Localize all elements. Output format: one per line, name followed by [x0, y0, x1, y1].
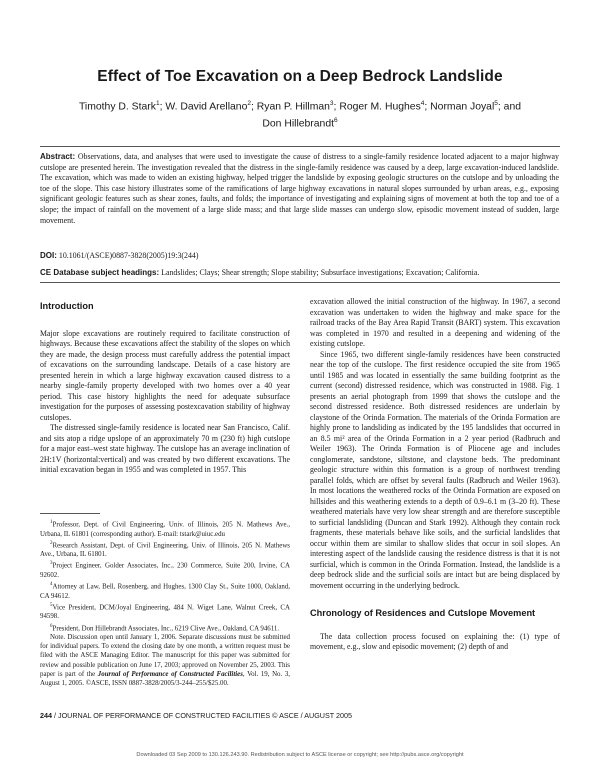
paper-title: Effect of Toe Excavation on a Deep Bedrock Landslide	[97, 68, 503, 85]
author-affil-marker: 3	[329, 100, 334, 107]
footnote: $^1$Professor, Dept. of Civil Engineering, Univ. of Illinois, 205 N. Mathews Ave., Urbana, IL 61801 (corresponding author). E-mail: tstark@uiuc.edu	[40, 520, 290, 538]
page-number: 244	[40, 711, 52, 720]
footnotes	[40, 518, 290, 688]
abstract	[40, 152, 559, 226]
footnote: $^6$President, Don Hillebrandt Associates, Inc., 6219 Clive Ave., Oakland, CA 94611.	[50, 623, 280, 632]
body-paragraph: excavation allowed the initial construction of the highway. In 1967, a second excavation was undertaken to widen the highway and make space for the railroad tracks of the Bay Area Rapid Transit (BART) system. This excavation was completed in 1970 and resulted in a deepening and widening of the existing cutslope.	[310, 297, 560, 348]
doi-value[interactable]: 10.1061/(ASCE)0887-3828(2005)19:3(244)	[58, 251, 199, 260]
author-name: Timothy D. Stark	[78, 101, 156, 113]
body-paragraph: Since 1965, two different single-family residences have been constructed near the top of the cutslope. The first residence occupied the site from 1965 until 1985 and was located in essentially the same building footprint as the current (second) distressed residence, which was constructed in 1988. Fig. 1 presents an aerial photograph from 1999 that shows the cutslope and the second distressed residence. Both distressed residences are underlain by claystone of the Orinda Formation. The materials of the Orinda Formation are highly prone to landsliding as indicated by the 195 landslides that occurred in an 8.5 mi² area of the Orinda Formation in a 2 year period (Radbruch and Weiler 1963). The Orinda Formation is of Pliocene age and includes conglomerate, sandstone, siltstone, and claystone beds. The predominant geologic structure within this formation is a group of northwest trending parallel folds, which are offset by several faults (Radbruch and Weiler 1963). In most locations the weathered rocks of the Orinda Formation are exposed on hillsides and this weathering extends to a depth of 0.9–6.1 m (3–20 ft). These weathered materials have very low shear strength and are therefore susceptible to surficial landsliding (Duncan and Stark 1992). Although they contain rock fragments, these materials behave like soils, and the surficial landslides that occur within them are similar to shallow slides that occur in soil slopes. An interesting aspect of the landslide causing the residence distress is that it is not surficial, which is common in the Orinda Formation. Instead, the landslide is a deep bedrock slide and the surficial soils are intact but are being displaced by movement occurring in the underlying bedrock.	[310, 349, 560, 590]
author-affil-marker: 5	[494, 100, 498, 107]
author-name: W. David Arellano	[165, 101, 248, 113]
author-affil-marker: 1	[155, 100, 160, 107]
author-affil-marker: 6	[334, 117, 338, 125]
page-footer	[40, 711, 352, 720]
author-name: Roger M. Hughes	[339, 101, 421, 113]
bottom-rule	[40, 282, 560, 283]
doi-label: DOI:	[40, 251, 57, 260]
top-rule	[40, 146, 560, 147]
download-notice: Downloaded 03 Sep 2009 to 130.126.243.90. Redistribution subject to ASCE license or copyright; see http://pubs.asce.org/copyright	[136, 752, 464, 758]
abstract-label: Abstract:	[40, 152, 76, 161]
author-affil-marker: 4	[420, 100, 425, 107]
author-name: Ryan P. Hillman	[256, 101, 330, 113]
editorial-note: Note. Discussion open until January 1, 2006. Separate discussions must be submitted for individual papers. To extend the closing date by one month, a written request must be filed with the ASCE Managing Editor. The manuscript for this paper was submitted for review and possible publication on June 17, 2003; approved on November 25, 2003. This paper is part of the Journal of Performance of Constructed Facilities, Vol. 19, No. 3, August 1, 2005. ©ASCE, ISSN 0887-3828/2005/3-244–255/$25.00.	[40, 634, 290, 688]
footnote: $^5$Vice President, DCM/Joyal Engineering, 484 N. Wiget Lane, Walnut Creek, CA 94598.	[40, 602, 290, 621]
author-name: Don Hillebrandt	[262, 118, 334, 130]
author-name: Norman Joyal	[430, 101, 495, 113]
journal-running-footer: / JOURNAL OF PERFORMANCE OF CONSTRUCTED FACILITIES © ASCE / AUGUST 2005	[52, 711, 353, 720]
abstract-text: Observations, data, and analyses that were used to investigate the cause of distress to a single-family residence located adjacent to a major highway cutslope are presented herein. The investigation revealed that the distress in the single-family residence was caused by a deep, large excavation-induced landslide. The excavation, which was made to widen an existing highway, helped trigger the landslide by exposing geologic structures on the cutslope and by unloading the toe of the slope. This case history illustrates some of the ramifications of large highway excavations in natural slopes surrounded by urban areas, e.g., exposing significant geologic features such as shear zones, faults, and folds; the importance of investigating and explaining signs of movement at both the top and toe of a slope; the impact of rainfall on the movement of a large slide mass; and that large slide masses can undergo slow, episodic movement instead of sudden, large movement.	[40, 152, 560, 225]
doi-line	[40, 251, 198, 260]
footnote-rule	[40, 513, 100, 514]
body-paragraph: Major slope excavations are routinely required to facilitate construction of highways. Because these excavations affect the stability of the slopes on which they are made, the design process must carefully address the potential impact of excavations on the surrounding landscape. Details of a case history are presented herein in which a large highway excavation caused distress to a nearby single-family property developed with two homes over a 40 year period. This case history highlights the need for adequate subsurface investigation for the purposes of assessing postexcavation stability of highway cutslopes.	[40, 328, 290, 422]
subject-headings	[40, 268, 570, 277]
section-heading-chronology: Chronology of Residences and Cutslope Movement	[310, 608, 536, 618]
author-affil-marker: 2	[247, 100, 251, 107]
body-paragraph: The distressed single-family residence is located near San Francisco, Calif. and sits atop a ridge upslope of an approximately 70 m (230 ft) high cutslope for a major east–west state highway. The cutslope has an average inclination of 2H:1V (horizontal:vertical) and was created by two different excavations. The initial excavation began in 1955 and was completed in 1957. This	[40, 423, 290, 474]
section-heading-introduction: Introduction	[40, 301, 94, 311]
subject-headings-value: Landslides; Clays; Shear strength; Slope stability; Subsurface investigations; Excavation; California.	[161, 268, 480, 277]
body-paragraph: The data collection process focused on explaining the: (1) type of movement, e.g., slow and episodic movement; (2) depth of and	[310, 631, 560, 651]
footnote: $^3$Project Engineer, Golder Associates, Inc., 230 Commerce, Suite 200, Irvine, CA 92602.	[40, 561, 290, 579]
footnote: $^2$Research Assistant, Dept. of Civil Engineering, Univ. of Illinois, 205 N. Mathews Ave., Urbana, IL 61801.	[40, 540, 290, 559]
left-column	[40, 301, 290, 476]
subject-headings-label: CE Database subject headings:	[40, 268, 160, 277]
author-list: Timothy D. Stark$^1$; W. David Arellano$^2$; Ryan P. Hillman$^3$; Roger M. Hughes$^4$; Norman Joyal$^5$; and Don Hillebrandt$^6$	[78, 100, 522, 130]
footnote: $^4$Attorney at Law, Bell, Rosenberg, and Hughes, 1300 Clay St., Suite 1000, Oakland, CA 94612.	[40, 582, 290, 600]
right-column	[310, 297, 560, 653]
